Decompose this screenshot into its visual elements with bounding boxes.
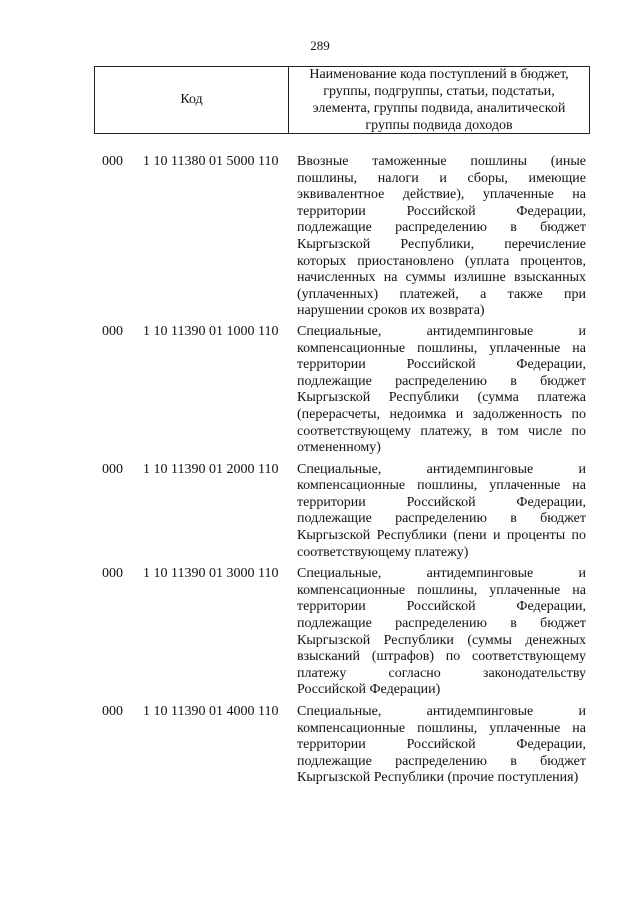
description-line: Кыргызской Республики (суммы денежных [297, 632, 586, 648]
description-line: Специальные, антидемпинговые и [297, 461, 586, 477]
description-line: Специальные, антидемпинговые и [297, 704, 586, 719]
description-line: отмененному) [297, 440, 381, 456]
description-line: компенсационные пошлины, уплаченные на [297, 720, 586, 736]
revenue-code: 1 10 11380 01 5000 110 [143, 154, 279, 169]
description-line: Кыргызской Республики (прочие поступления) [297, 770, 579, 786]
description-line: Кыргызской Республики (пени и проценты по [297, 528, 586, 544]
description-line: компенсационные пошлины, уплаченные на [297, 582, 586, 598]
table-row [0, 462, 640, 562]
header-name-line: группы подвида доходов [365, 118, 513, 133]
description-line: (уплаченных) платежей, а также при [297, 286, 586, 302]
header-code-label: Код [180, 92, 203, 107]
revenue-code: 1 10 11390 01 2000 110 [143, 461, 279, 477]
admin-code: 000 [102, 323, 123, 339]
header-code-cell [95, 67, 289, 133]
description-line: Кыргызской Республики, перечисление [297, 236, 586, 252]
description-line: территории Российской Федерации, [297, 357, 586, 373]
description-line: Специальные, антидемпинговые и [297, 566, 586, 582]
description-line: подлежащие распределению в бюджет [297, 220, 586, 236]
revenue-code: 1 10 11390 01 3000 110 [143, 566, 279, 582]
description-line: компенсационные пошлины, уплаченные на [297, 478, 586, 494]
revenue-description [297, 704, 586, 787]
revenue-description [297, 324, 586, 457]
description-line: Специальные, антидемпинговые и [297, 323, 586, 339]
table-row [0, 566, 640, 699]
description-line: Ввозные таможенные пошлины (иные [297, 154, 586, 169]
table-body [0, 154, 640, 787]
header-name-line: группы, подгруппы, статьи, подстатьи, [323, 84, 555, 99]
description-line: подлежащие распределению в бюджет [297, 753, 586, 769]
description-line: территории Российской Федерации, [297, 494, 586, 510]
header-name-line: элемента, группы подвида, аналитической [312, 101, 566, 116]
description-line: которых приостановлено (уплата процентов, [297, 253, 586, 269]
description-line: платежу согласно законодательству [297, 665, 586, 681]
admin-code: 000 [102, 566, 123, 582]
description-line: начисленных на суммы излишне взысканных [297, 270, 586, 286]
description-line: Российской Федерации) [297, 682, 441, 698]
table-row [0, 154, 640, 320]
description-line: нарушении сроков их возврата) [297, 303, 485, 319]
header-name-cell [289, 67, 589, 133]
description-line: пошлины, налоги и сборы, имеющие [297, 170, 586, 186]
description-line: подлежащие распределению в бюджет [297, 511, 586, 527]
description-line: подлежащие распределению в бюджет [297, 373, 586, 389]
table-row [0, 324, 640, 457]
page-number: 289 [310, 38, 330, 53]
description-line: эквивалентное действие), уплаченные на [297, 187, 586, 203]
description-line: взысканий (штрафов) по соответствующему [297, 649, 586, 665]
revenue-description [297, 154, 586, 320]
description-line: Кыргызской Республики (сумма платежа [297, 390, 586, 406]
header-name-line: Наименование кода поступлений в бюджет, [309, 67, 569, 82]
table-row [0, 704, 640, 787]
revenue-code: 1 10 11390 01 4000 110 [143, 704, 279, 719]
description-line: (перерасчеты, недоимка и задолженность по [297, 406, 586, 422]
description-line: соответствующему платежу) [297, 544, 469, 560]
description-line: территории Российской Федерации, [297, 203, 586, 219]
admin-code: 000 [102, 154, 123, 169]
description-line: компенсационные пошлины, уплаченные на [297, 340, 586, 356]
table-header [94, 66, 590, 134]
revenue-description [297, 566, 586, 699]
revenue-description [297, 462, 586, 562]
description-line: подлежащие распределению в бюджет [297, 616, 586, 632]
description-line: территории Российской Федерации, [297, 599, 586, 615]
admin-code: 000 [102, 704, 123, 719]
admin-code: 000 [102, 461, 123, 477]
description-line: территории Российской Федерации, [297, 737, 586, 753]
revenue-code: 1 10 11390 01 1000 110 [143, 323, 279, 339]
description-line: соответствующему платежу, в том числе по [297, 423, 586, 439]
